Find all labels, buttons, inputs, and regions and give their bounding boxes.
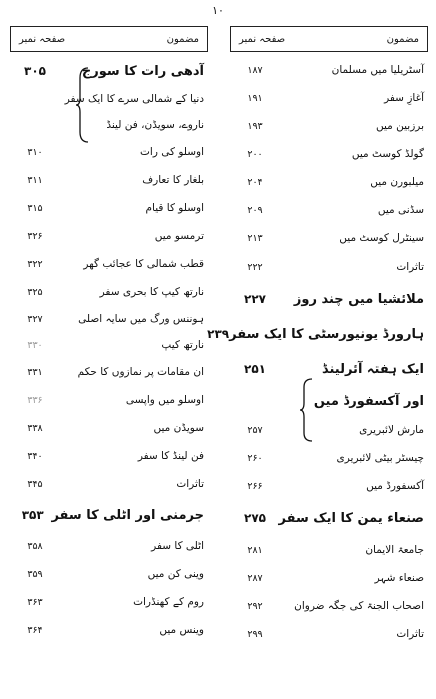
contents-heading: مضمون bbox=[166, 33, 199, 45]
toc-row bbox=[10, 532, 208, 560]
toc-entry-page: ۲۷۵ bbox=[244, 511, 266, 525]
column-header bbox=[230, 26, 428, 52]
toc-entry-title: ہوننس ورگ میں سایہ اصلی bbox=[78, 313, 204, 325]
toc-entry-title: میلبورن میں bbox=[370, 176, 424, 188]
toc-list bbox=[10, 56, 208, 644]
toc-entry-title: آسٹریلیا میں مسلمان bbox=[331, 64, 424, 76]
column-header bbox=[10, 26, 208, 52]
toc-entry-page: ۳۳۶ bbox=[27, 394, 43, 406]
toc-row bbox=[10, 386, 208, 414]
toc-row bbox=[10, 358, 208, 386]
toc-entry-page: ۲۹۲ bbox=[247, 600, 263, 612]
toc-entry-title: اور آکسفورڈ میں bbox=[313, 393, 424, 409]
toc-row bbox=[10, 470, 208, 498]
toc-row bbox=[230, 386, 428, 416]
toc-row bbox=[10, 112, 208, 138]
toc-entry-title: ترمسو میں bbox=[154, 230, 204, 242]
toc-entry-page: ۳۲۷ bbox=[27, 313, 43, 325]
toc-entry-title: صنعاء یمن کا ایک سفر bbox=[278, 510, 424, 526]
toc-row bbox=[10, 222, 208, 250]
toc-row bbox=[230, 592, 428, 620]
toc-entry-page: ۳۰۵ bbox=[24, 64, 46, 78]
toc-row bbox=[10, 194, 208, 222]
contents-heading: مضمون bbox=[386, 33, 419, 45]
toc-entry-page: ۲۶۰ bbox=[247, 452, 263, 464]
toc-entry-page: ۲۸۱ bbox=[247, 544, 263, 556]
toc-row bbox=[230, 196, 428, 224]
toc-entry-title: برزبین میں bbox=[376, 120, 424, 132]
toc-entry-title: سینٹرل کوسٹ میں bbox=[339, 232, 424, 244]
toc-row bbox=[10, 332, 208, 358]
toc-entry-page: ۳۱۵ bbox=[27, 202, 43, 214]
toc-entry-page: ۳۱۰ bbox=[27, 146, 43, 158]
toc-entry-page: ۳۲۶ bbox=[27, 230, 43, 242]
group-brace-right bbox=[300, 377, 314, 443]
toc-entry-page: ۲۱۳ bbox=[247, 232, 263, 244]
toc-row bbox=[207, 316, 428, 352]
toc-row bbox=[230, 444, 428, 472]
toc-row bbox=[10, 498, 208, 532]
toc-entry-title: تاثرات bbox=[396, 261, 424, 273]
toc-entry-title: نارتھ کیپ کا بحری سفر bbox=[99, 286, 204, 298]
toc-entry-page: ۳۲۲ bbox=[27, 258, 43, 270]
toc-row bbox=[10, 306, 208, 332]
page-number-heading: صفحہ نمبر bbox=[19, 33, 66, 45]
toc-entry-page: ۱۹۱ bbox=[247, 92, 263, 104]
toc-row bbox=[230, 352, 428, 386]
toc-entry-title: ایک ہفتہ آئرلینڈ bbox=[321, 361, 424, 377]
toc-row bbox=[10, 166, 208, 194]
toc-entry-page: ۲۲۷ bbox=[244, 292, 266, 306]
toc-entry-title: قطب شمالی کا عجائب گھر bbox=[83, 258, 204, 270]
toc-entry-title: ناروے، سویڈن، فن لینڈ bbox=[106, 119, 204, 131]
toc-row bbox=[230, 84, 428, 112]
toc-entry-title: ان مقامات پر نمازوں کا حکم bbox=[77, 366, 204, 378]
toc-column-left bbox=[10, 26, 208, 644]
toc-entry-page: ۱۹۳ bbox=[247, 120, 263, 132]
toc-row bbox=[10, 56, 208, 86]
toc-row bbox=[10, 278, 208, 306]
toc-entry-page: ۳۳۸ bbox=[27, 422, 43, 434]
toc-entry-title: وینی کن میں bbox=[147, 568, 204, 580]
toc-row bbox=[230, 252, 428, 282]
toc-entry-title: تاثرات bbox=[176, 478, 204, 490]
toc-entry-page: ۲۰۰ bbox=[247, 148, 263, 160]
toc-entry-title: سڈنی میں bbox=[377, 204, 424, 216]
toc-row bbox=[10, 138, 208, 166]
toc-entry-title: آکسفورڈ میں bbox=[366, 480, 424, 492]
toc-entry-page: ۲۳۹ bbox=[207, 327, 230, 341]
toc-entry-title: تاثرات bbox=[396, 628, 424, 640]
toc-entry-page: ۳۵۹ bbox=[27, 568, 43, 580]
toc-entry-title: جرمنی اور اٹلی کا سفر bbox=[51, 507, 204, 523]
toc-entry-title: صنعاء شہر bbox=[374, 572, 424, 584]
toc-row bbox=[230, 56, 428, 84]
toc-row bbox=[230, 536, 428, 564]
toc-entry-page: ۳۴۰ bbox=[27, 450, 43, 462]
toc-entry-title: روم کے کھنڈرات bbox=[133, 596, 204, 608]
toc-entry-page: ۲۵۱ bbox=[244, 362, 266, 376]
toc-list bbox=[207, 56, 428, 648]
toc-entry-title: اٹلی کا سفر bbox=[151, 540, 204, 552]
toc-row bbox=[230, 168, 428, 196]
toc-row bbox=[10, 588, 208, 616]
toc-entry-title: نارتھ کیپ bbox=[161, 339, 204, 351]
toc-row bbox=[230, 224, 428, 252]
toc-row bbox=[10, 86, 208, 112]
toc-entry-page: ۱۸۷ bbox=[247, 64, 263, 76]
toc-row bbox=[10, 414, 208, 442]
toc-row bbox=[230, 112, 428, 140]
toc-entry-page: ۳۵۳ bbox=[21, 508, 44, 522]
toc-entry-title: بلغار کا تعارف bbox=[142, 174, 204, 186]
toc-entry-title: مارش لائبریری bbox=[359, 424, 424, 436]
toc-row bbox=[230, 282, 428, 316]
toc-row bbox=[230, 620, 428, 648]
toc-entry-page: ۲۰۴ bbox=[247, 176, 263, 188]
toc-entry-title: آغازِ سفر bbox=[384, 92, 424, 104]
toc-row bbox=[10, 560, 208, 588]
toc-entry-title: اوسلو میں واپسی bbox=[125, 394, 204, 406]
toc-entry-page: ۳۶۴ bbox=[27, 624, 43, 636]
toc-entry-title: اوسلو کی رات bbox=[140, 146, 204, 158]
toc-entry-title: اصحاب الجنۃ کی جگہ ضروان bbox=[294, 600, 424, 612]
toc-entry-title: فن لینڈ کا سفر bbox=[137, 450, 204, 462]
toc-row bbox=[10, 250, 208, 278]
toc-entry-page: ۲۵۷ bbox=[247, 424, 263, 436]
toc-entry-title: وینس میں bbox=[159, 624, 204, 636]
toc-row bbox=[230, 472, 428, 500]
toc-entry-title: آدھی رات کا سورج bbox=[81, 63, 204, 79]
toc-column-right bbox=[207, 26, 428, 648]
toc-entry-page: ۲۰۹ bbox=[247, 204, 263, 216]
toc-entry-title: جامعۃ الایمان bbox=[365, 544, 424, 556]
toc-entry-title: گولڈ کوسٹ میں bbox=[351, 148, 424, 160]
toc-entry-page: ۳۲۵ bbox=[27, 286, 43, 298]
toc-entry-page: ۲۶۶ bbox=[247, 480, 263, 492]
group-brace-left bbox=[76, 66, 90, 144]
toc-entry-title: سویڈن میں bbox=[153, 422, 204, 434]
page-number: ۱۰ bbox=[212, 4, 224, 17]
toc-entry-title: ملائشیا میں چند روز bbox=[293, 291, 424, 307]
toc-entry-page: ۲۸۷ bbox=[247, 572, 263, 584]
toc-entry-title: ہارورڈ یونیورسٹی کا ایک سفر bbox=[229, 326, 424, 342]
toc-entry-page: ۳۳۱ bbox=[27, 366, 43, 378]
toc-row bbox=[10, 442, 208, 470]
page-number-heading: صفحہ نمبر bbox=[239, 33, 286, 45]
toc-entry-title: دنیا کے شمالی سرے کا ایک سفر bbox=[64, 93, 204, 105]
toc-entry-page: ۳۴۵ bbox=[27, 478, 43, 490]
toc-entry-page: ۳۶۳ bbox=[27, 596, 43, 608]
toc-entry-title: اوسلو کا قیام bbox=[145, 202, 204, 214]
toc-row bbox=[230, 564, 428, 592]
toc-entry-page: ۳۳۰ bbox=[27, 339, 43, 351]
toc-entry-page: ۳۱۱ bbox=[27, 174, 43, 186]
toc-entry-page: ۲۹۹ bbox=[247, 628, 263, 640]
toc-row bbox=[230, 140, 428, 168]
toc-entry-page: ۲۲۲ bbox=[247, 261, 263, 273]
toc-row bbox=[230, 416, 428, 444]
toc-entry-page: ۳۵۸ bbox=[27, 540, 43, 552]
toc-row bbox=[10, 616, 208, 644]
toc-entry-title: چیسٹر بیٹی لائبریری bbox=[336, 452, 424, 464]
toc-row bbox=[230, 500, 428, 536]
